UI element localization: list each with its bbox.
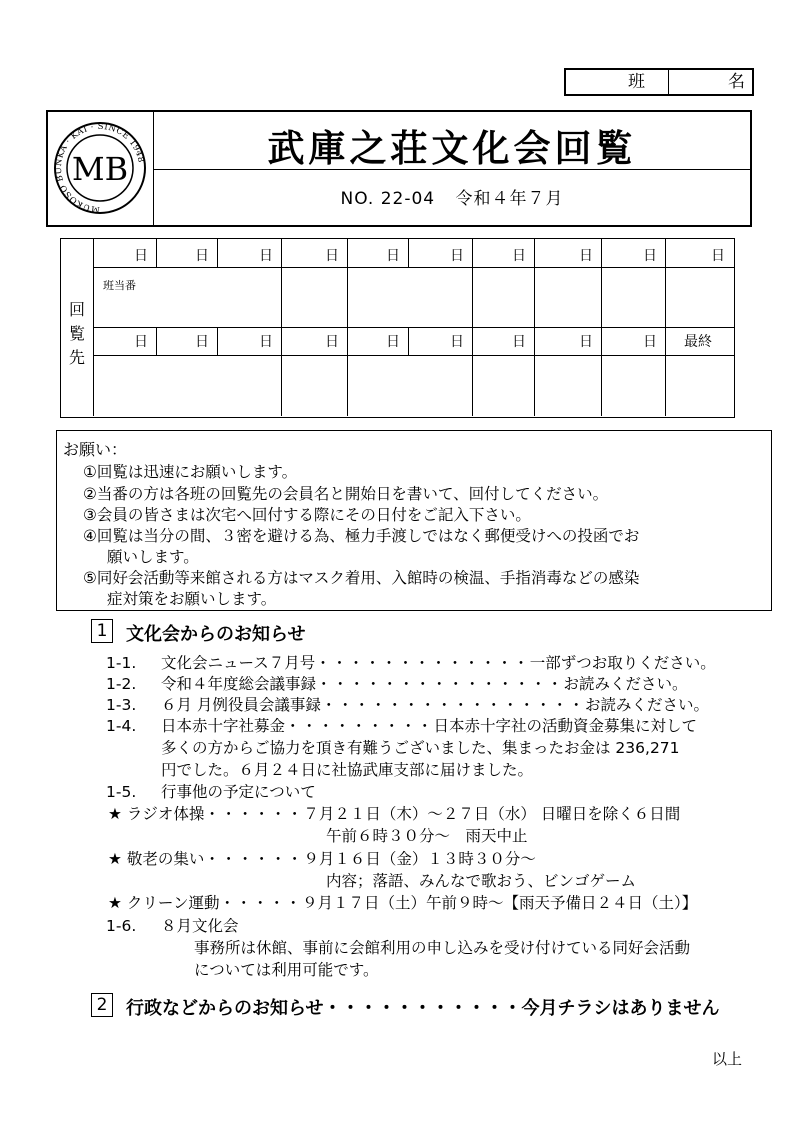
notice-item: 1-6. ８月文化会 (106, 917, 239, 935)
day-marker: 日 (512, 334, 526, 350)
table-cell-divider (156, 239, 157, 267)
day-marker: 日 (386, 248, 400, 264)
section-1-number: 1 (91, 619, 113, 643)
day-marker: 日 (386, 334, 400, 350)
issue-number: NO. 22-04 (340, 189, 436, 209)
day-marker: 日 (195, 334, 209, 350)
day-marker: 日 (195, 248, 209, 264)
document-title: 武庫之荘文化会回覧 (267, 127, 637, 170)
request-item: ①回覧は迅速にお願いします。 (83, 463, 298, 481)
table-column-divider (534, 239, 535, 416)
group-name-box (564, 68, 754, 96)
table-column-divider (665, 239, 666, 416)
day-marker: 日 (579, 248, 593, 264)
table-column-divider (601, 239, 602, 416)
notice-item-continued: 事務所は休館、事前に会館利用の申し込みを受け付けている同好会活動 (194, 939, 691, 957)
request-item: ⑤同好会活動等来館される方はマスク着用、入館時の検温、手指消毒などの感染 (83, 569, 640, 587)
issue-line (154, 184, 750, 209)
day-marker: 日 (643, 248, 657, 264)
day-marker: 日 (512, 248, 526, 264)
table-cell-divider (408, 239, 409, 267)
section-2-number: 2 (91, 993, 113, 1017)
event-item-continued: 午前６時３０分～ 雨天中止 (326, 827, 528, 845)
logo-initials: MB (71, 150, 129, 188)
notice-item: 1-5. 行事他の予定について (106, 783, 316, 801)
table-column-divider (472, 239, 473, 416)
event-item: ★ クリーン運動・・・・・９月１７日（土）午前９時～【雨天予備日２４日（土）】 (108, 894, 698, 912)
circulation-label-char: 先 (69, 348, 86, 367)
last-label: 最終 (684, 334, 712, 350)
mb-logo (48, 112, 153, 225)
duty-label: 班当番 (103, 279, 136, 292)
section-2-title: 行政などからのお知らせ・・・・・・・・・・・今月チラシはありません (126, 998, 720, 1019)
title-area (154, 112, 750, 170)
closing-text: 以上 (712, 1050, 743, 1068)
table-rule (93, 327, 734, 328)
day-marker: 日 (259, 248, 273, 264)
notice-item-continued: 多くの方からご協力を頂き有難うございました、集まったお金は 236,271 (161, 739, 680, 757)
requests-heading: お願い： (63, 440, 128, 459)
header (46, 110, 752, 227)
table-cell-divider (408, 327, 409, 355)
name-label: 名 (728, 72, 745, 92)
section-1-title: 文化会からのお知らせ (126, 624, 306, 645)
logo-area (48, 112, 154, 225)
circulation-label-char: 回 (69, 300, 86, 319)
notice-item: 1-2. 令和４年度総会議事録・・・・・・・・・・・・・・・お読みください。 (106, 675, 688, 693)
notice-item: 1-1. 文化会ニュース７月号・・・・・・・・・・・・・一部ずつお取りください。 (106, 654, 716, 672)
request-item: ④回覧は当分の間、３密を避ける為、極力手渡しではなく郵便受けへの投函でお (83, 527, 640, 545)
request-item: ③会員の皆さまは次宅へ回付する際にその日付をご記入下さい。 (83, 506, 531, 524)
request-item-continued: 症対策をお願いします。 (107, 590, 277, 608)
table-rule (93, 355, 734, 356)
request-item: ②当番の方は各班の回覧先の会員名と開始日を書いて、回付してください。 (83, 485, 609, 503)
day-marker: 日 (450, 248, 464, 264)
table-column-divider (347, 239, 348, 416)
day-marker: 日 (325, 334, 339, 350)
notice-item-continued: 円でした。６月２４日に社協武庫支部に届けました。 (161, 761, 534, 779)
notice-item: 1-3. ６月 月例役員会議事録・・・・・・・・・・・・・・・・お読みください。 (106, 696, 709, 714)
day-marker: 日 (259, 334, 273, 350)
day-marker: 日 (643, 334, 657, 350)
table-cell-divider (217, 327, 218, 355)
group-label: 班 (628, 72, 645, 92)
table-column-divider (281, 239, 282, 416)
event-item: ★ ラジオ体操・・・・・・７月２１日（木）～２７日（水） 日曜日を除く６日間 (108, 805, 681, 823)
day-marker: 日 (579, 334, 593, 350)
table-cell-divider (156, 327, 157, 355)
table-cell-divider (217, 239, 218, 267)
requests-box (56, 430, 772, 611)
notice-item: 1-4. 日本赤十字社募金・・・・・・・・・日本赤十字社の活動資金募集に対して (106, 717, 698, 735)
event-item: ★ 敬老の集い・・・・・・９月１６日（金）１３時３０分～ (108, 850, 536, 868)
group-divider (668, 70, 669, 94)
day-marker: 日 (325, 248, 339, 264)
circulation-label-char: 覧 (69, 324, 86, 343)
circulation-table (60, 238, 735, 418)
event-item-continued: 内容；落語、みんなで歌おう、ビンゴゲーム (326, 872, 637, 890)
circulation-label (61, 239, 94, 416)
issue-date: 令和４年７月 (455, 189, 564, 209)
notice-item-continued: については利用可能です。 (194, 961, 379, 979)
day-marker: 日 (450, 334, 464, 350)
table-rule (93, 267, 734, 268)
day-marker: 日 (711, 248, 725, 264)
logo-ring-text: MUKOSO BUNKA · KAI · SINCE 1948 (53, 121, 146, 215)
request-item-continued: 願いします。 (107, 548, 199, 566)
day-marker: 日 (134, 334, 148, 350)
day-marker: 日 (134, 248, 148, 264)
